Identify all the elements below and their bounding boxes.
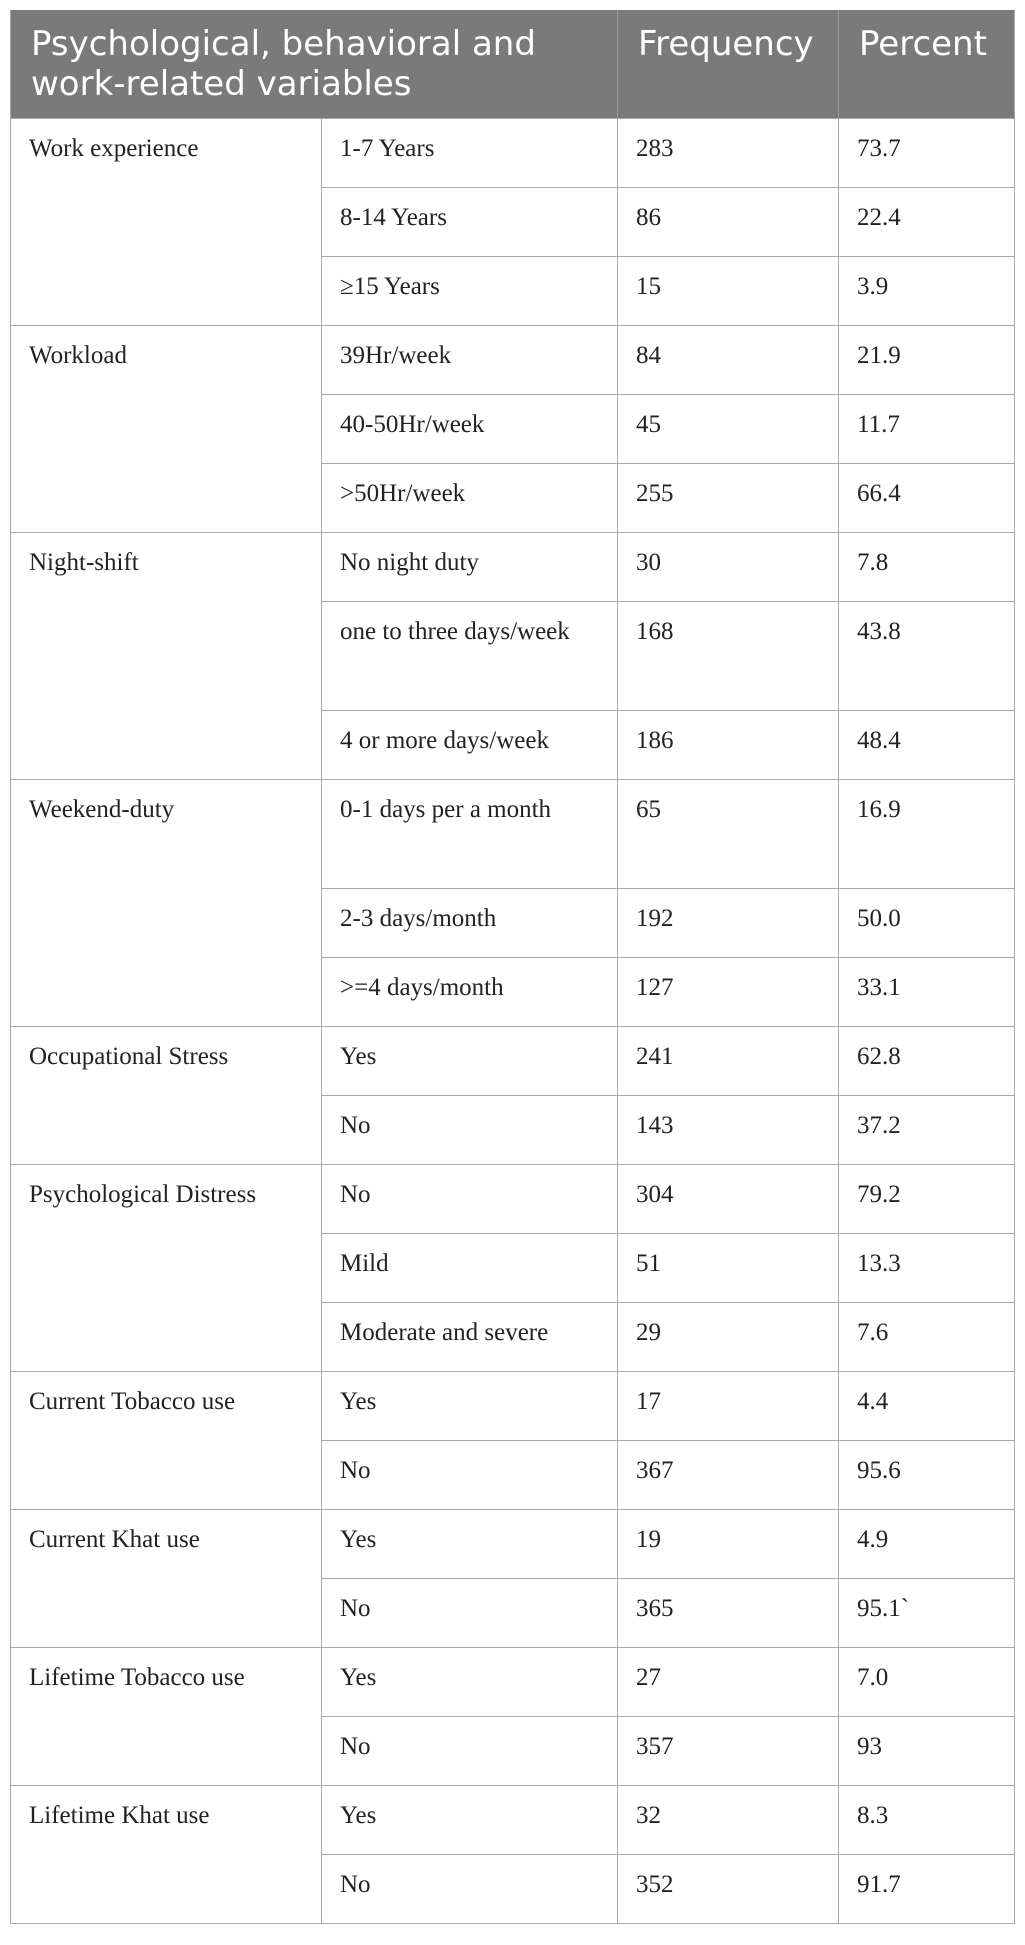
- variable-group-label: Psychological Distress: [11, 1165, 322, 1372]
- category-cell: No: [322, 1717, 618, 1786]
- table-body: [11, 119, 1015, 1924]
- frequency-cell: 241: [618, 1027, 839, 1096]
- category-cell: 39Hr/week: [322, 326, 618, 395]
- category-cell: >=4 days/month: [322, 958, 618, 1027]
- percent-cell: 37.2: [839, 1096, 1015, 1165]
- percent-cell: 33.1: [839, 958, 1015, 1027]
- category-cell: No night duty: [322, 533, 618, 602]
- variable-group-label: Lifetime Tobacco use: [11, 1648, 322, 1786]
- percent-cell: 73.7: [839, 119, 1015, 188]
- percent-cell: 22.4: [839, 188, 1015, 257]
- frequency-cell: 51: [618, 1234, 839, 1303]
- percent-cell: 13.3: [839, 1234, 1015, 1303]
- percent-cell: 66.4: [839, 464, 1015, 533]
- variable-group-label: Current Khat use: [11, 1510, 322, 1648]
- header-variables: Psychological, behavioral and work-related variables: [11, 10, 618, 119]
- frequency-cell: 27: [618, 1648, 839, 1717]
- header-frequency: Frequency: [618, 10, 839, 119]
- category-cell: No: [322, 1579, 618, 1648]
- frequency-cell: 186: [618, 711, 839, 780]
- frequency-cell: 255: [618, 464, 839, 533]
- table-header: [11, 10, 1015, 119]
- variable-group-label: Lifetime Khat use: [11, 1786, 322, 1924]
- frequency-cell: 127: [618, 958, 839, 1027]
- frequency-cell: 304: [618, 1165, 839, 1234]
- table-row: [11, 1648, 1015, 1717]
- category-cell: >50Hr/week: [322, 464, 618, 533]
- table-row: [11, 1372, 1015, 1441]
- frequency-cell: 352: [618, 1855, 839, 1924]
- percent-cell: 91.7: [839, 1855, 1015, 1924]
- frequency-cell: 367: [618, 1441, 839, 1510]
- percent-cell: 8.3: [839, 1786, 1015, 1855]
- frequency-cell: 192: [618, 889, 839, 958]
- data-table-container: [10, 10, 1014, 1924]
- header-row: [11, 10, 1015, 119]
- variable-group-label: Current Tobacco use: [11, 1372, 322, 1510]
- category-cell: Yes: [322, 1372, 618, 1441]
- table-row: [11, 1510, 1015, 1579]
- percent-cell: 4.9: [839, 1510, 1015, 1579]
- variable-group-label: Weekend-duty: [11, 780, 322, 1027]
- category-cell: 2-3 days/month: [322, 889, 618, 958]
- frequency-cell: 283: [618, 119, 839, 188]
- percent-cell: 16.9: [839, 780, 1015, 889]
- category-cell: 0-1 days per a month: [322, 780, 618, 889]
- percent-cell: 48.4: [839, 711, 1015, 780]
- frequency-cell: 357: [618, 1717, 839, 1786]
- percent-cell: 3.9: [839, 257, 1015, 326]
- category-cell: Yes: [322, 1786, 618, 1855]
- frequency-cell: 143: [618, 1096, 839, 1165]
- variable-group-label: Night-shift: [11, 533, 322, 780]
- percent-cell: 7.8: [839, 533, 1015, 602]
- percent-cell: 43.8: [839, 602, 1015, 711]
- percent-cell: 7.0: [839, 1648, 1015, 1717]
- category-cell: No: [322, 1855, 618, 1924]
- percent-cell: 62.8: [839, 1027, 1015, 1096]
- percent-cell: 95.6: [839, 1441, 1015, 1510]
- table-row: [11, 780, 1015, 889]
- category-cell: Yes: [322, 1648, 618, 1717]
- variable-group-label: Occupational Stress: [11, 1027, 322, 1165]
- table-row: [11, 1027, 1015, 1096]
- category-cell: No: [322, 1441, 618, 1510]
- table-row: [11, 1786, 1015, 1855]
- category-cell: No: [322, 1165, 618, 1234]
- percent-cell: 93: [839, 1717, 1015, 1786]
- frequency-cell: 15: [618, 257, 839, 326]
- percent-cell: 95.1`: [839, 1579, 1015, 1648]
- percent-cell: 7.6: [839, 1303, 1015, 1372]
- variable-group-label: Work experience: [11, 119, 322, 326]
- frequency-cell: 65: [618, 780, 839, 889]
- category-cell: 40-50Hr/week: [322, 395, 618, 464]
- category-cell: Yes: [322, 1510, 618, 1579]
- category-cell: Moderate and severe: [322, 1303, 618, 1372]
- percent-cell: 21.9: [839, 326, 1015, 395]
- frequency-cell: 32: [618, 1786, 839, 1855]
- frequency-cell: 30: [618, 533, 839, 602]
- frequency-cell: 365: [618, 1579, 839, 1648]
- category-cell: Yes: [322, 1027, 618, 1096]
- percent-cell: 79.2: [839, 1165, 1015, 1234]
- frequency-cell: 45: [618, 395, 839, 464]
- table-row: [11, 533, 1015, 602]
- frequency-cell: 17: [618, 1372, 839, 1441]
- category-cell: 1-7 Years: [322, 119, 618, 188]
- table-row: [11, 326, 1015, 395]
- frequency-cell: 168: [618, 602, 839, 711]
- category-cell: 8-14 Years: [322, 188, 618, 257]
- category-cell: 4 or more days/week: [322, 711, 618, 780]
- category-cell: ≥15 Years: [322, 257, 618, 326]
- percent-cell: 11.7: [839, 395, 1015, 464]
- table-row: [11, 1165, 1015, 1234]
- header-percent: Percent: [839, 10, 1015, 119]
- frequency-cell: 84: [618, 326, 839, 395]
- frequency-cell: 19: [618, 1510, 839, 1579]
- category-cell: No: [322, 1096, 618, 1165]
- category-cell: Mild: [322, 1234, 618, 1303]
- table-row: [11, 119, 1015, 188]
- variable-group-label: Workload: [11, 326, 322, 533]
- category-cell: one to three days/week: [322, 602, 618, 711]
- variables-table: [10, 10, 1015, 1924]
- percent-cell: 50.0: [839, 889, 1015, 958]
- frequency-cell: 29: [618, 1303, 839, 1372]
- percent-cell: 4.4: [839, 1372, 1015, 1441]
- frequency-cell: 86: [618, 188, 839, 257]
